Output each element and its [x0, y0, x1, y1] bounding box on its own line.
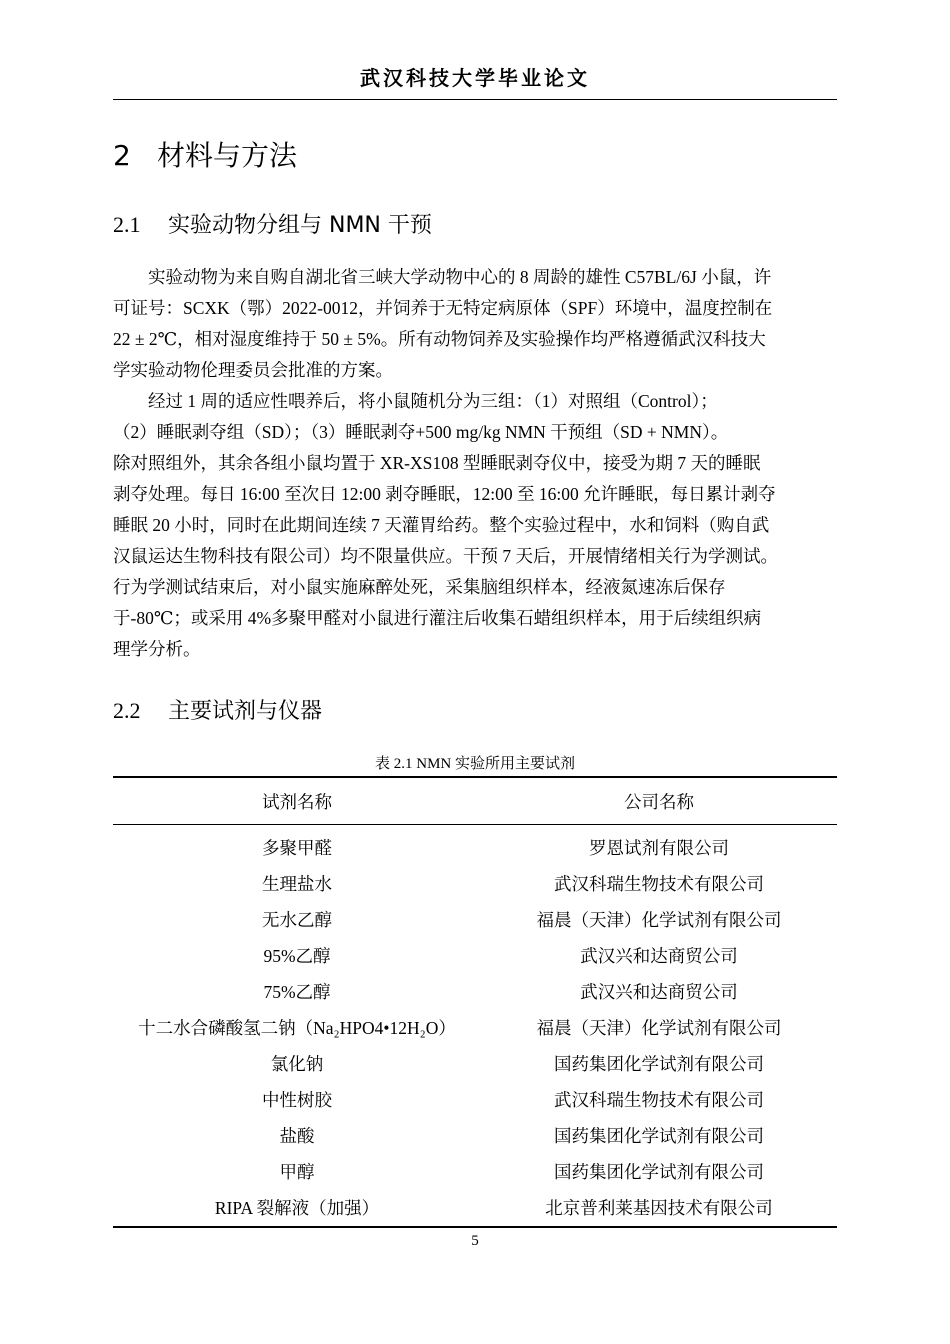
paragraph-line: 睡眠 20 小时，同时在此期间连续 7 天灌胃给药。整个实验过程中，水和饲料（购自武 [113, 515, 770, 535]
table-row [113, 1009, 837, 1045]
paragraph-line: 理学分析。 [113, 639, 201, 659]
table-row [113, 1190, 837, 1227]
paragraph-line: 除对照组外，其余各组小鼠均置于 XR-XS108 型睡眠剥夺仪中，接受为期 7 天的睡眠 [113, 453, 761, 473]
chapter-number: 2 [113, 139, 131, 172]
company-cell: 福晨（天津）化学试剂有限公司 [536, 909, 782, 930]
table-row [113, 1154, 837, 1190]
paragraph-line: 汉鼠运达生物科技有限公司）均不限量供应。干预 7 天后，开展情绪相关行为学测试。 [113, 546, 778, 566]
table-row [113, 865, 837, 901]
table-row [113, 973, 837, 1009]
section-number: 2.1 [113, 212, 141, 237]
company-cell: 国药集团化学试剂有限公司 [554, 1162, 764, 1183]
table-row [113, 825, 837, 866]
reagent-cell: 甲醇 [279, 1162, 315, 1183]
column-header-company: 公司名称 [481, 777, 837, 825]
chapter-title: 材料与方法 [157, 139, 298, 172]
paragraph-grouping [113, 386, 837, 665]
paragraph-line: （2）睡眠剥夺组（SD）；（3）睡眠剥夺+500 mg/kg NMN 干预组（SD + NMN）。 [113, 422, 729, 442]
reagent-cell: 氯化钠 [270, 1054, 324, 1075]
reagent-cell: 无水乙醇 [262, 909, 332, 930]
reagent-cell: 生理盐水 [262, 873, 332, 894]
company-cell: 北京普利莱基因技术有限公司 [481, 1190, 837, 1227]
paragraph-line: 行为学测试结束后，对小鼠实施麻醉处死，采集脑组织样本，经液氮速冻后保存 [113, 577, 726, 597]
column-header-reagent: 试剂名称 [113, 777, 481, 825]
table-row [113, 937, 837, 973]
company-cell: 武汉科瑞生物技术有限公司 [554, 873, 764, 894]
reagent-cell: 中性树胶 [262, 1090, 332, 1111]
reagents-table [113, 776, 837, 1228]
section-heading-2-2 [113, 694, 322, 725]
paragraph-line: 于-80℃；或采用 4%多聚甲醛对小鼠进行灌注后收集石蜡组织样本，用于后续组织病 [113, 608, 762, 628]
reagent-cell: 十二水合磷酸氢二钠（Na₂HPO4•12H₂O） [138, 1018, 456, 1039]
table-row [113, 1082, 837, 1118]
company-cell: 罗恩试剂有限公司 [589, 837, 729, 858]
section-number: 2.2 [113, 698, 141, 723]
section-title: 主要试剂与仪器 [168, 699, 323, 724]
paragraph-line: 剥夺处理。每日 16:00 至次日 12:00 剥夺睡眠，12:00 至 16:00 允许睡眠，每日累计剥夺 [113, 484, 776, 504]
page-number: 5 [471, 1233, 479, 1249]
company-cell: 国药集团化学试剂有限公司 [554, 1054, 764, 1075]
table-header-row [113, 777, 837, 825]
paragraph-line: 实验动物为来自购自湖北省三峡大学动物中心的 8 周龄的雄性 C57BL/6J 小鼠，许 [113, 267, 772, 287]
paragraph-line: 经过 1 周的适应性喂养后，将小鼠随机分为三组：（1）对照组（Control）； [113, 391, 718, 411]
company-cell: 福晨（天津）化学试剂有限公司 [536, 1018, 782, 1039]
reagent-cell: 95%乙醇 [263, 945, 331, 966]
company-cell: 武汉兴和达商贸公司 [580, 945, 738, 966]
table-row [113, 1046, 837, 1082]
chapter-heading [113, 134, 297, 174]
reagent-cell: RIPA 裂解液（加强） [113, 1190, 481, 1227]
table-row [113, 1118, 837, 1154]
paragraph-line: 22 ± 2℃，相对湿度维持于 50 ± 5%。所有动物饲养及实验操作均严格遵循武汉科技大 [113, 329, 766, 349]
company-cell: 武汉科瑞生物技术有限公司 [554, 1090, 764, 1111]
header-rule [113, 99, 837, 100]
paragraph-line: 可证号：SCXK（鄂）2022-0012，并饲养于无特定病原体（SPF）环境中，温度控制在 [113, 298, 773, 318]
page-header: 武汉科技大学毕业论文 [360, 66, 590, 90]
reagent-cell: 盐酸 [279, 1126, 315, 1147]
table-row [113, 901, 837, 937]
company-cell: 武汉兴和达商贸公司 [580, 981, 738, 1002]
section-heading-2-1 [113, 208, 432, 239]
paragraph-animals [113, 262, 837, 386]
reagent-cell: 多聚甲醛 [262, 837, 332, 858]
paragraph-line: 学实验动物伦理委员会批准的方案。 [113, 360, 393, 380]
section-title: 实验动物分组与 NMN 干预 [168, 213, 432, 238]
reagent-cell: 75%乙醇 [263, 981, 331, 1002]
table-caption: 表 2.1 NMN 实验所用主要试剂 [374, 756, 575, 772]
company-cell: 国药集团化学试剂有限公司 [554, 1126, 764, 1147]
